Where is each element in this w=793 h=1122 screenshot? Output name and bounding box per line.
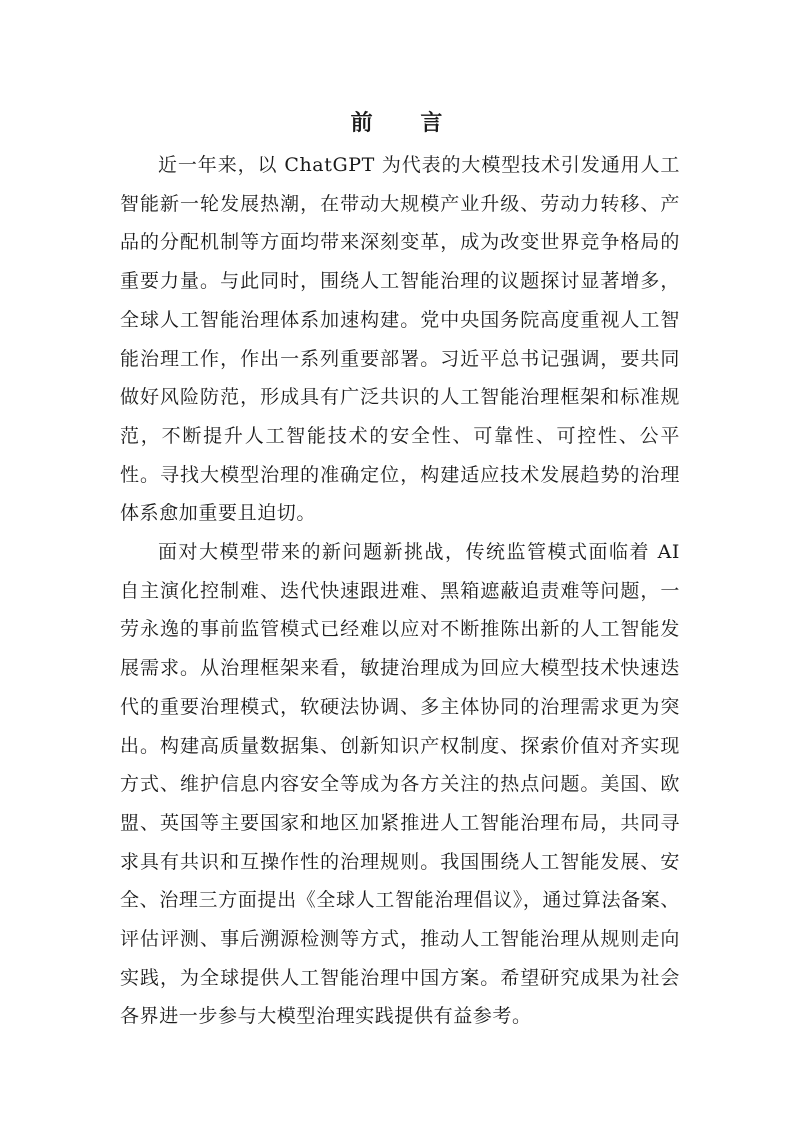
paragraph-2: 面对大模型带来的新问题新挑战，传统监管模式面临着 AI 自主演化控制难、迭代快速跟进难、黑箱遮蔽追责难等问题，一劳永逸的事前监管模式已经难以应对不断推陈出新的人工智能发展需求。从治理框架来看，敏捷治理成为回应大模型技术快速迭代的重要治理模式，软硬法协调、多主体协同的治理需求更为突出。构建高质量数据集、创新知识产权制度、探索价值对齐实现方式、维护信息内容安全等成为各方关注的热点问题。美国、欧盟、英国等主要国家和地区加紧推进人工智能治理布局，共同寻求具有共识和互操作性的治理规则。我国围绕人工智能发展、安全、治理三方面提出《全球人工智能治理倡议》，通过算法备案、评估评测、事后溯源检测等方式，推动人工智能治理从规则走向实践，为全球提供人工智能治理中国方案。希望研究成果为社会各界进一步参与大模型治理实践提供有益参考。	[120, 541, 680, 1028]
paragraph-1: 近一年来，以 ChatGPT 为代表的大模型技术引发通用人工智能新一轮发展热潮，在带动大规模产业升级、劳动力转移、产品的分配机制等方面均带来深刻变革，成为改变世界竞争格局的重要力量。与此同时，围绕人工智能治理的议题探讨显著增多，全球人工智能治理体系加速构建。党中央国务院高度重视人工智能治理工作，作出一系列重要部署。习近平总书记强调，要共同做好风险防范，形成具有广泛共识的人工智能治理框架和标准规范，不断提升人工智能技术的安全性、可靠性、可控性、公平性。寻找大模型治理的准确定位，构建适应技术发展趋势的治理体系愈加重要且迫切。	[120, 154, 680, 525]
page-title: 前 言	[350, 110, 463, 136]
document-body	[120, 146, 680, 1036]
